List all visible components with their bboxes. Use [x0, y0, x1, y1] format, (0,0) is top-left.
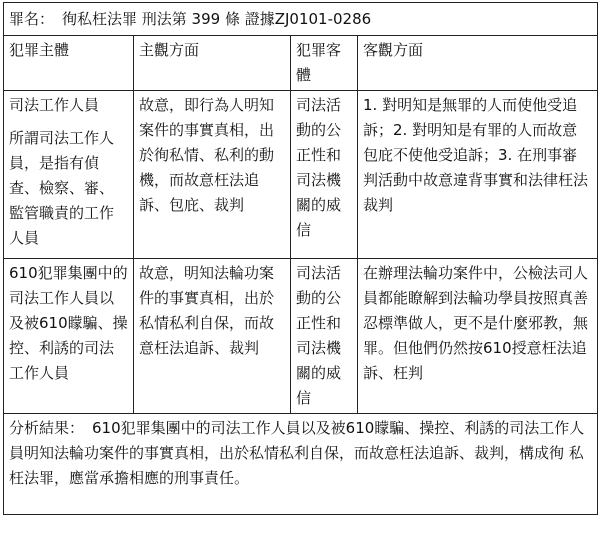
subjective-cell: 故意，明知法輪功案件的事實真相，出於私情私利自保，而故意枉法追訴、裁判	[134, 259, 291, 414]
subject-cell: 610犯罪集團中的司法工作人員以及被610矇騙、操控、利誘的司法工作人員	[4, 259, 134, 414]
object-cell: 司法活動的公正性和司法機關的威信	[291, 91, 358, 259]
crime-name: 徇私枉法罪 刑法第 399 條 證據ZJ0101-0286	[62, 10, 372, 28]
analysis-cell	[4, 414, 598, 515]
subject-main: 司法工作人員	[9, 96, 100, 114]
analysis-label: 分析結果：	[9, 419, 85, 437]
object-cell: 司法活動的公正性和司法機關的威信	[291, 259, 358, 414]
subject-cell	[4, 91, 134, 259]
analysis-row	[4, 414, 598, 515]
header-subject: 犯罪主體	[4, 36, 134, 91]
table-row	[4, 91, 598, 259]
subject-note: 所謂司法工作人員，是指有偵查、檢察、審、監管職責的工作人員	[9, 129, 115, 247]
header-subjective: 主觀方面	[134, 36, 291, 91]
subjective-cell: 故意，即行為人明知案件的事實真相，出於徇私情、私利的動機，而故意枉法追訴、包庇、裁判	[134, 91, 291, 259]
title-row	[4, 3, 598, 36]
header-objective: 客觀方面	[358, 36, 598, 91]
header-row	[4, 36, 598, 91]
objective-cell: 1. 對明知是無罪的人而使他受追訴；2. 對明知是有罪的人而故意包庇不使他受追訴；3. 在刑事審判活動中故意違背事實和法律枉法裁判	[358, 91, 598, 259]
crime-analysis-table	[3, 2, 598, 515]
crime-title-cell	[4, 3, 598, 36]
header-object: 犯罪客體	[291, 36, 358, 91]
objective-cell: 在辦理法輪功案件中，公檢法司人員都能瞭解到法輪功學員按照真善忍標準做人，更不是什麼邪教，無罪。但他們仍然按610授意枉法追訴、枉判	[358, 259, 598, 414]
table-row	[4, 259, 598, 414]
analysis-text: 610犯罪集團中的司法工作人員以及被610矇騙、操控、利誘的司法工作人員明知法輪功案件的事實真相，出於私情私利自保，而故意枉法追訴、裁判，構成徇 私枉法罪，應當承擔相應的刑事責任。	[9, 419, 585, 487]
crime-label: 罪名：	[9, 10, 55, 28]
